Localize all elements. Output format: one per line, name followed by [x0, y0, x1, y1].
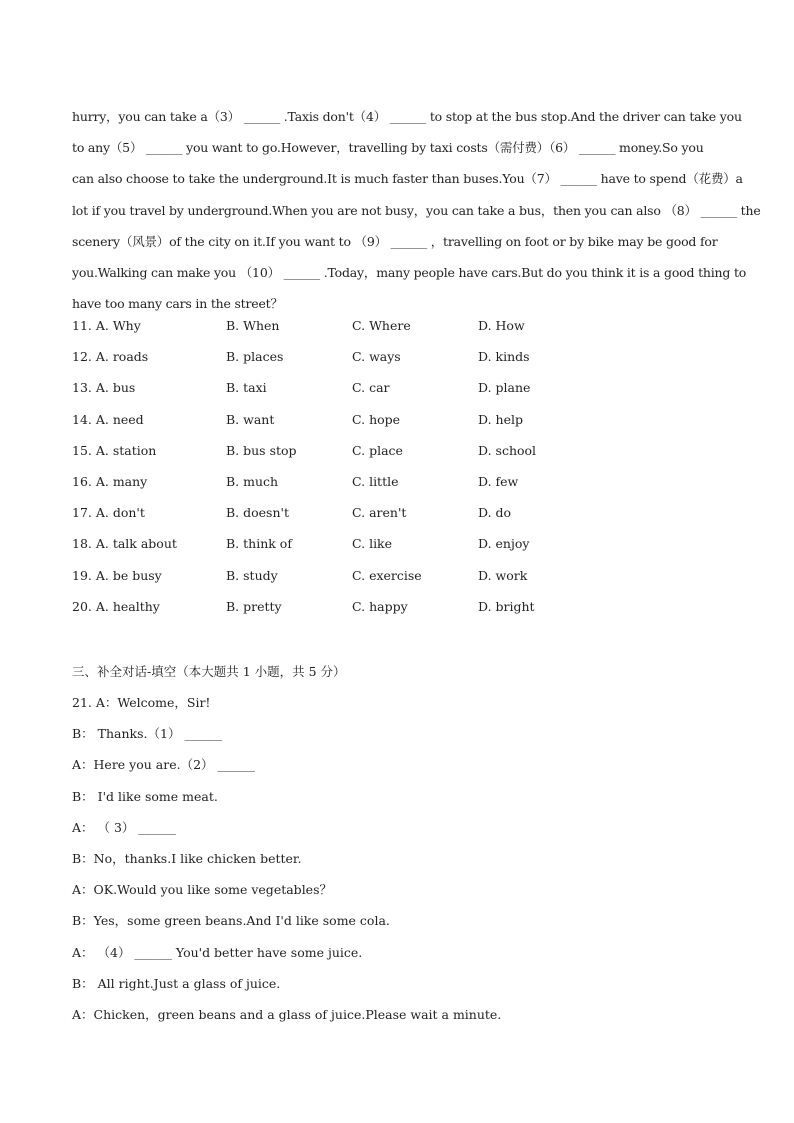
option-c: C. happy [352, 598, 408, 614]
option-c: C. like [352, 536, 393, 552]
option-a: 12. A. roads [72, 349, 149, 365]
dialogue-block [72, 693, 722, 1036]
dialogue-line: A：Chicken，green beans and a glass of juice.Please wait a minute. [72, 1006, 502, 1022]
section-heading: 三、补全对话-填空（本大题共 1 小题，共 5 分） [72, 664, 346, 679]
option-b: B. study [226, 567, 278, 583]
passage-line: can also choose to take the underground.It is much faster than buses.You（7） ______ have to spend（花费）a [72, 171, 743, 187]
dialogue-line: B：No，thanks.I like chicken better. [72, 850, 302, 866]
option-b: B. doesn't [226, 505, 289, 521]
dialogue-line: 21. A：Welcome，Sir! [72, 695, 211, 710]
passage-line: lot if you travel by underground.When you are not busy，you can take a bus，then you can also （8） ______ the [72, 202, 761, 218]
passage-line: you.Walking can make you （10） ______ .Today，many people have cars.But do you think it is a good thing to [72, 264, 747, 280]
passage-line: to any（5） ______ you want to go.However，travelling by taxi costs（需付费）（6） ______ money.So you [72, 140, 704, 156]
dialogue-line: A： （4） ______ You'd better have some juice. [72, 944, 363, 960]
passage-line: have too many cars in the street？ [72, 296, 283, 312]
question-row [72, 474, 722, 505]
option-c: C. aren't [352, 505, 407, 521]
passage-line: hurry，you can take a（3） ______ .Taxis don't（4） ______ to stop at the bus stop.And the driver can take you [72, 109, 742, 124]
question-row [72, 412, 722, 443]
option-d: D. school [478, 442, 537, 458]
option-c: C. little [352, 473, 399, 489]
question-row [72, 599, 722, 630]
option-d: D. How [478, 318, 525, 333]
option-a: 19. A. be busy [72, 567, 162, 583]
dialogue-line: A：Here you are.（2） ______ [72, 757, 256, 773]
option-a: 15. A. station [72, 442, 157, 458]
passage-line: scenery（风景）of the city on it.If you want to （9） ______ ，travelling on foot or by bike may be good for [72, 233, 718, 249]
option-c: C. Where [352, 318, 411, 333]
option-c: C. place [352, 442, 403, 458]
option-b: B. much [226, 473, 279, 489]
question-row [72, 443, 722, 474]
option-b: B. think of [226, 536, 292, 552]
option-c: C. exercise [352, 567, 422, 583]
question-row [72, 349, 722, 380]
question-row [72, 536, 722, 567]
option-a: 20. A. healthy [72, 598, 160, 614]
option-a: 13. A. bus [72, 380, 136, 396]
option-d: D. plane [478, 380, 531, 396]
option-c: C. car [352, 380, 390, 396]
option-d: D. do [478, 505, 512, 521]
dialogue-line: A： （ 3） ______ [72, 819, 176, 835]
question-row [72, 318, 722, 349]
option-b: B. pretty [226, 598, 282, 614]
option-d: D. kinds [478, 349, 530, 365]
option-a: 14. A. need [72, 411, 144, 427]
question-row [72, 568, 722, 599]
option-a: 18. A. talk about [72, 536, 177, 552]
option-b: B. places [226, 349, 284, 365]
dialogue-line: B： All right.Just a glass of juice. [72, 975, 281, 991]
option-d: D. few [478, 473, 519, 489]
option-c: C. ways [352, 349, 401, 365]
option-b: B. taxi [226, 380, 267, 396]
question-options-list [72, 318, 722, 630]
option-d: D. help [478, 411, 523, 427]
option-a: 11. A. Why [72, 318, 141, 333]
option-a: 17. A. don't [72, 505, 145, 521]
option-d: D. work [478, 567, 528, 583]
option-c: C. hope [352, 411, 401, 427]
option-a: 16. A. many [72, 473, 148, 489]
question-row [72, 505, 722, 536]
option-b: B. want [226, 411, 275, 427]
question-row [72, 380, 722, 411]
option-b: B. bus stop [226, 442, 297, 458]
dialogue-line: B： I'd like some meat. [72, 788, 218, 804]
option-d: D. enjoy [478, 536, 530, 552]
option-b: B. When [226, 318, 280, 333]
dialogue-line: B：Yes，some green beans.And I'd like some cola. [72, 913, 390, 929]
dialogue-line: A：OK.Would you like some vegetables？ [72, 882, 332, 898]
option-d: D. bright [478, 598, 535, 614]
reading-passage [72, 101, 761, 319]
dialogue-line: B： Thanks.（1） ______ [72, 726, 222, 742]
